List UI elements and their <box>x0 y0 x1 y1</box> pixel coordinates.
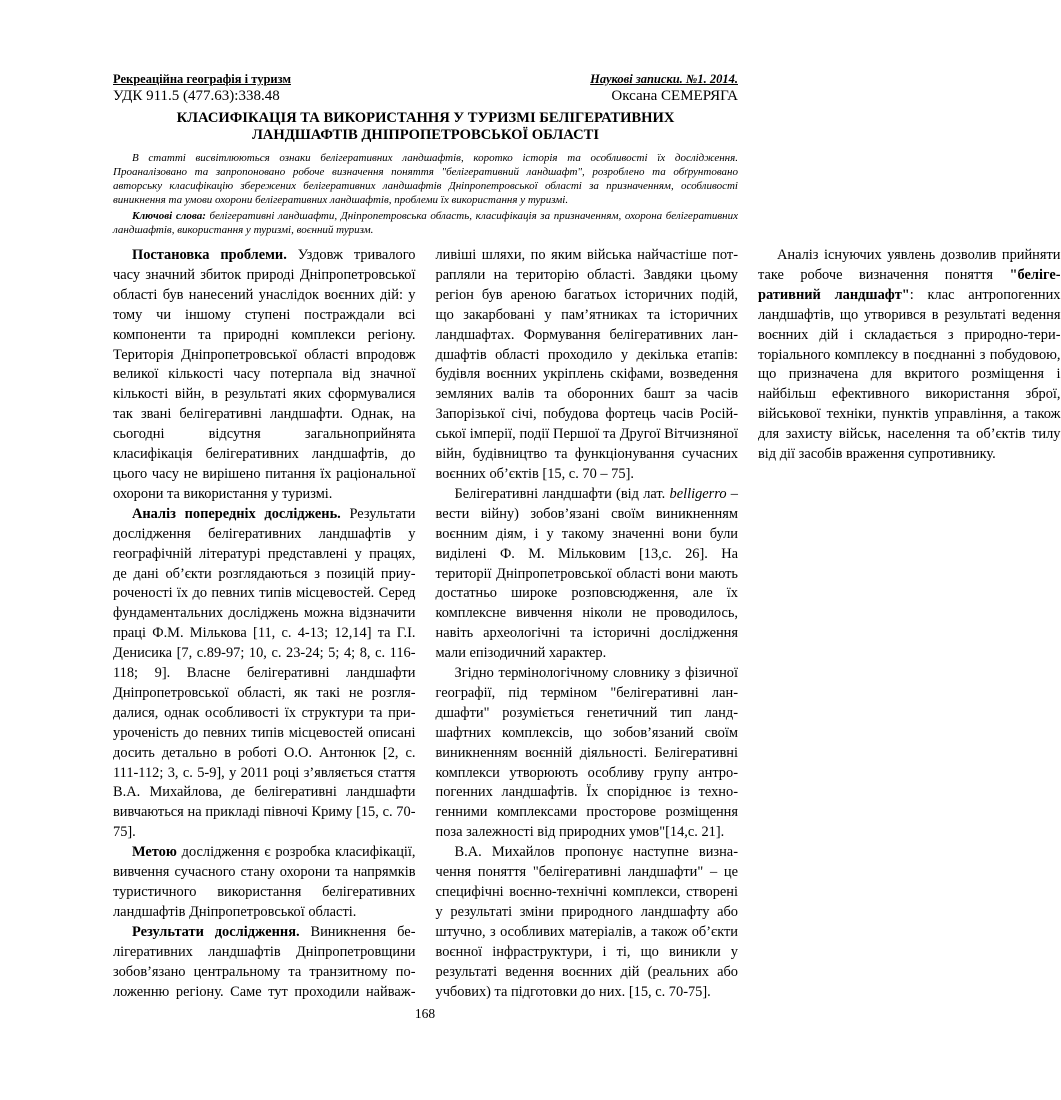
paragraph-text: Виникнення белігеративних ландшафтів Дніпропетровщини зобов’язано центральному та транзитному положенню регіону. Саме тут проходили найважливіші шляхи, по яким війська найчастіше потрапляли на територію області. Завдяки цьому регіон був ареною багатьох історичних подій, що закарбовані у пам’ятниках та історичних ландшафтах. Формування белігеративних ландшафтів області проходило у декілька етапів: будівля воєнних укріплень скіфами, возведення земляних валів та оборонних башт за часів Запорізької січі, побудова фортець часів Російської імперії, події Першої та Другої Вітчизняної війн, будівництво та функціонування сучасних воєнних об’єктів [15, с. 70 – 75]. <box>113 247 738 1000</box>
paragraph-heading: Постановка проблеми. <box>132 247 287 263</box>
abstract: В статті висвітлюються ознаки белігеративних ландшафтів, коротко історія та особливості їх дослідження. Проаналізовано та запропоновано робоче визначення поняття "белігеративний ландшафт", розроблено та обґрунтовано авторську класифікацію збережених белігеративних ландшафтів Дніпропетровської області за призначенням, особливості виникнення та умови охорони белігеративних ландшафтів, проблеми їх використання у туризмі. <box>113 152 738 206</box>
paragraph-text: Уздовж тривалого часу значний збиток природі Дніпропетровської області був нанесений унаслідок воєнних дій: у тому чи іншому ступені постраждали всі компоненти та природні комплекси регіону. Територія Дніпропетровської області впродовж великої кількості часу потерпала від значної кількості війн, в результаті яких сформувалися так звані белігеративні ландшафти. Однак, на сьогодні відсутня загальноприйнята класифікація белігеративних ландшафтів, до цього часу не вирішено питання їх раціональної охорони та використання у туризмі. <box>113 247 416 502</box>
title-line-1: КЛАСИФІКАЦІЯ ТА ВИКОРИСТАННЯ У ТУРИЗМІ БЕЛІГЕРАТИВНИХ <box>176 110 675 126</box>
author-name: Оксана СЕМЕРЯГА <box>611 88 738 104</box>
paragraph-mykhailov: В.А. Михайлов пропонує наступне визначення поняття "белігеративні ландшафти" – це специфічні воєнно-технічні комплекси, створені у результаті зміни природного ландшафту або штучно, з особливих матеріалів, а також об’єкти воєнної інфраструктури, і ті, що виникли у результаті ведення воєнних дій (реальних або учбових) та підготовки до них. [15, с. 70-75]. <box>435 844 738 1000</box>
paragraph-previous-research <box>113 505 416 843</box>
paragraph-text: Результати дослідження белігеративних ландшафтів у географічній літературі представлені у працях, де дані об’єкти розглядаються з позицій приуроченості їх до певних типів місцевостей. Серед фундаментальних досліджень можна відзначити праці Ф.М. Мількова [11, с. 4-13; 12,14] та Г.І. Денисика [7, с.89-97; 10, с. 23-24; 5; 4; 8, с. 116-118; 9]. Власне белігеративні ландшафти Дніпропетровської області, як такі не розглядалися, однак особливості їх структури та приуроченість до певних типів місцевостей описані досить детально в роботі О.О. Антонюк [2, с. 111-112; 3, с. 5-9], у 2011 році з’являється стаття В.А. Михайлова, де белігеративні ландшафти вивчаються на прикладі півночі Криму [15, с. 70-75]. <box>113 505 416 841</box>
journal-section: Рекреаційна географія і туризм <box>113 72 291 86</box>
meta-line <box>113 87 738 105</box>
paragraph-problem <box>113 246 416 505</box>
paragraph-working-definition <box>758 246 1061 465</box>
page-number: 168 <box>414 1006 436 1021</box>
keywords <box>113 209 738 237</box>
paragraph-text: Аналіз існуючих уявлень дозволив прийняти таке робоче визначення поняття <box>758 247 1061 283</box>
journal-issue: Наукові записки. №1. 2014. <box>590 72 738 86</box>
latin-term: belligerro <box>669 485 727 502</box>
paragraph-dictionary: Згідно термінологічному словнику з фізичної географії, під терміном "белігеративні ландшафти" розуміється генетичний тип ландшафтних комплексів, що зобов’язаний своїм виникненням воєнній діяльності. Белігеративні комплекси утворюють особливу групу антропогенних ландшафтів. Їх споріднює із техногенними комплексами просторове розміщення поза залежності від природних умов"[14,с. 21]. <box>435 665 738 841</box>
paragraph-aim <box>113 843 416 923</box>
article-title <box>113 110 738 143</box>
keywords-label: Ключові слова: <box>132 210 206 222</box>
udc-code: УДК 911.5 (477.63):338.48 <box>113 88 280 104</box>
defined-term: "белігеративний ландшафт" <box>758 266 1061 303</box>
paragraph-heading: Метою <box>132 844 177 861</box>
page <box>113 72 1061 1021</box>
title-line-2: ЛАНДШАФТІВ ДНІПРОПЕТРОВСЬКОЇ ОБЛАСТІ <box>251 126 600 143</box>
running-header <box>113 72 738 87</box>
paragraph-belligerative-definition <box>436 485 739 664</box>
paragraph-text: – вести війну) зобов’язані своїм виникненням воєнним діям, і у такому значенні вони були виділені Ф. М. Мільковим [13,с. 26]. На території Дніпропетровської області вони мають достатньо широке розповсюдження, але їх комплексне вивчення ніколи не проводилось, навіть археологічні та історичні дослідження мали епізодичний характер. <box>435 485 738 662</box>
paragraph-text: дослідження є розробка класифікації, вивчення сучасного стану охорони та напрямків туристичного використання белігеративних ландшафтів Дніпропетровської області. <box>113 844 416 920</box>
keywords-text: белігеративні ландшафти, Дніпропетровська область, класифікація за призначенням, охорона белігеративних ландшафтів, використання у туризмі, воєнний туризм. <box>113 210 739 236</box>
paragraph-text: : клас антропогенних ландшафтів, що утворився в результаті ведення воєнних дій і складається з природно-територіального комплексу в поєднанні з побудовою, що призначена для вкритого розміщення і найбільш ефективного використання зброї, військової техніки, пунктів управління, а також для захисту військ, населення та об’єктів тилу від дії засобів враження супротивнику. <box>758 286 1061 463</box>
paragraph-heading: Аналіз попередніх досліджень. <box>132 505 341 522</box>
paragraph-heading: Результати дослідження. <box>132 923 300 940</box>
article-body <box>113 246 1061 1021</box>
paragraph-text: Белігеративні ландшафти (від лат. <box>454 485 670 502</box>
